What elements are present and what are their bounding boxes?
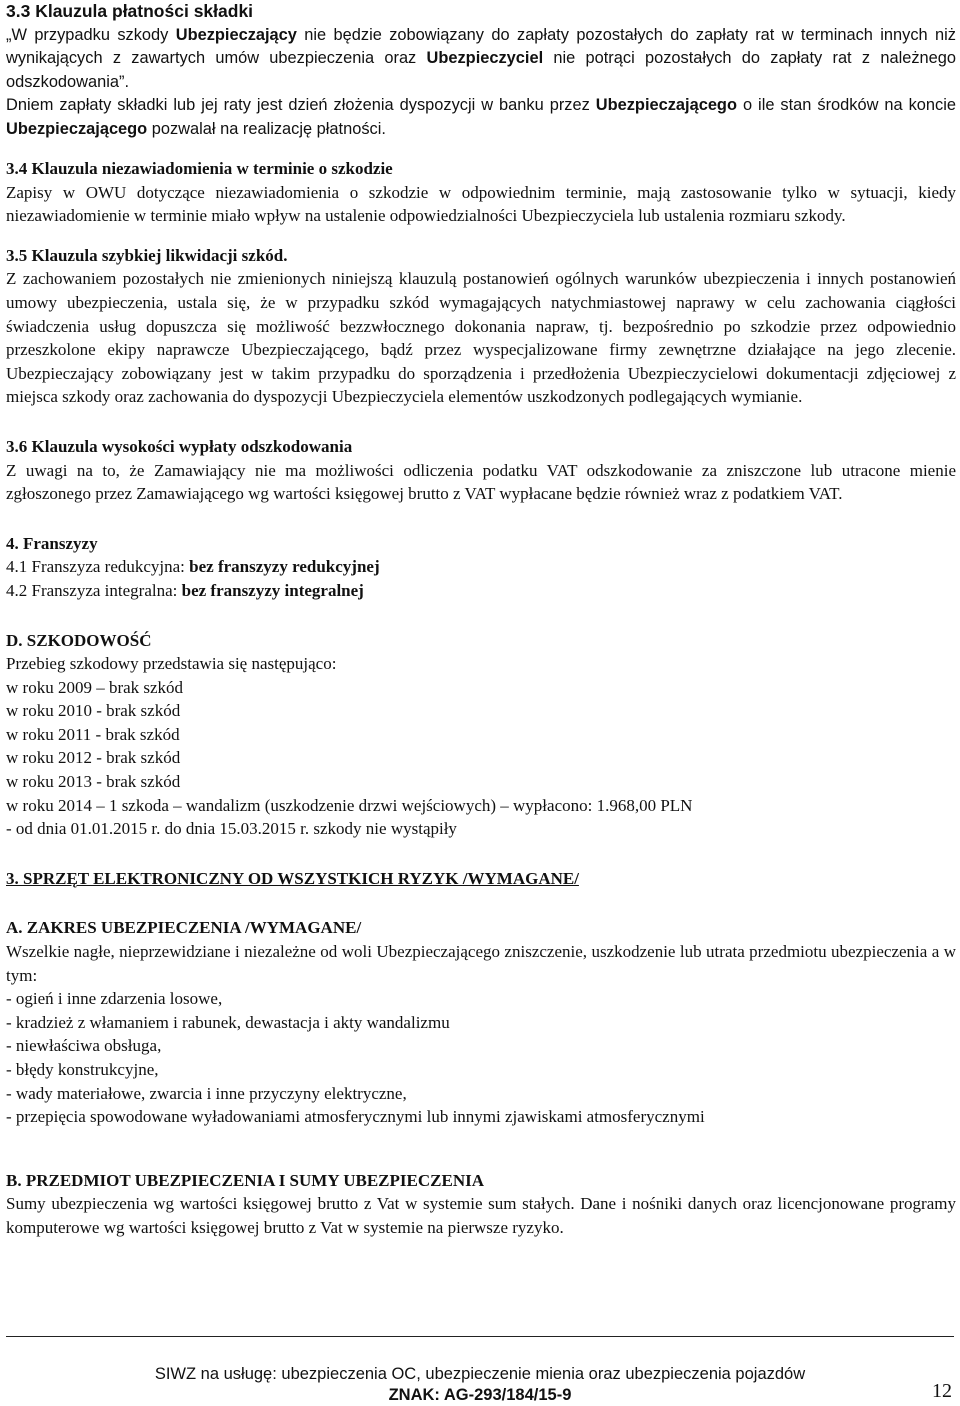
franszyza-integralna-label: 4.2 Franszyza integralna: (6, 580, 182, 600)
footer-divider (6, 1336, 954, 1337)
list-item: - od dnia 01.01.2015 r. do dnia 15.03.2015 r. szkody nie wystąpiły (6, 819, 457, 839)
franszyza-redukcyjna-label: 4.1 Franszyza redukcyjna: (6, 557, 190, 577)
section-3-electronics-title: 3. SPRZĘT ELEKTRONICZNY OD WSZYSTKICH RYZYK /WYMAGANE/ (6, 868, 579, 888)
p2-seg-3: Ubezpieczającego (6, 119, 148, 138)
franszyza-redukcyjna-value: bez franszyzy redukcyjnej (189, 557, 380, 577)
section-4-title: 4. Franszyzy (6, 533, 98, 553)
list-item: - niewłaściwa obsługa, (6, 1036, 162, 1056)
section-3-6-text: Z uwagi na to, że Zamawiający nie ma możliwości odliczenia podatku VAT odszkodowanie za zniszczone lub utracone mienie zgłoszonego przez Zamawiającego wg wartości księgowej brutto z VAT wypłacane będzie również wraz z podatkiem VAT. (6, 460, 956, 504)
section-d-intro: Przebieg szkodowy przedstawia się następująco: (6, 654, 337, 674)
page-footer (0, 1364, 960, 1406)
section-3-6-title: 3.6 Klauzula wysokości wypłaty odszkodowania (6, 436, 353, 456)
p2-seg-2: o ile stan środków na koncie (736, 96, 956, 114)
claims-history-list (6, 676, 956, 841)
list-item: w roku 2010 - brak szkód (6, 701, 181, 721)
section-b-title: B. PRZEDMIOT UBEZPIECZENIA I SUMY UBEZPIECZENIA (6, 1170, 484, 1190)
section-3-3-title: 3.3 Klauzula płatności składki (6, 1, 254, 21)
p1-seg-3: Ubezpieczyciel (426, 49, 544, 67)
list-item: - błędy konstrukcyjne, (6, 1060, 159, 1079)
franszyza-redukcyjna (6, 555, 956, 579)
franszyza-integralna-value: bez franszyzy integralnej (181, 580, 364, 600)
document-page (6, 0, 956, 1240)
franszyza-integralna (6, 579, 956, 603)
list-item: w roku 2014 – 1 szkoda – wandalizm (uszkodzenie drzwi wejściowych) – wypłacono: 1.968,00 PLN (6, 795, 693, 815)
section-3-4-title: 3.4 Klauzula niezawiadomienia w terminie o szkodzie (6, 159, 393, 178)
section-3-5-text: Z zachowaniem pozostałych nie zmienionych niniejszą klauzulą postanowień ogólnych warunków ubezpieczenia i innych postanowień umowy ubezpieczenia, ustala się, że w przypadku szkód wymagających natychmiastowej naprawy w celu zachowania ciągłości świadczenia usług dopuszcza się możliwość bezzwłocznego dokonania napraw, tj. bezpośrednio po szkodzie przez odpowiednio przeszkolone ekipy naprawcze Ubezpieczającego, bądź przez wyspecjalizowane firmy zewnętrzne działające na jego zlecenie. Ubezpieczający zobowiązany jest w takim przypadku do sporządzenia i przedłożenia Ubezpieczycielowi dokumentacji zdjęciowej z miejsca szkody oraz zachowania do dyspozycji Ubezpieczyciela elementów uszkodzonych podlegających wymianie. (6, 269, 956, 407)
section-3-3-paragraph-1 (6, 24, 956, 95)
section-a-intro: Wszelkie nagłe, nieprzewidziane i niezależne od woli Ubezpieczającego zniszczenie, uszkodzenie lub utrata przedmiotu ubezpieczenia a w tym: (6, 942, 956, 985)
section-3-3-paragraph-2 (6, 94, 956, 141)
list-item: w roku 2009 – brak szkód (6, 677, 184, 697)
footer-title: SIWZ na usługę: ubezpieczenia OC, ubezpieczenie mienia oraz ubezpieczenia pojazdów (154, 1365, 806, 1383)
p1-seg-0: „W przypadku szkody (6, 25, 176, 44)
section-3-4-text: Zapisy w OWU dotyczące niezawiadomienia o szkodzie w odpowiednim terminie, mają zastosowanie tylko w sytuacji, kiedy niezawiadomienie w terminie miało wpływ na ustalenie odpowiedzialności Ubezpieczyciela lub ustalenia rozmiaru szkody. (6, 182, 956, 226)
list-item: - ogień i inne zdarzenia losowe, (6, 989, 223, 1009)
footer-reference: ZNAK: AG-293/184/15-9 (388, 1386, 572, 1404)
p2-seg-0: Dniem zapłaty składki lub jej raty jest dzień złożenia dyspozycji w banku przez (6, 96, 596, 114)
p1-seg-4: nie potrąci pozostałych do zapłaty rat z należnego odszkodowania”. (6, 49, 956, 91)
p1-seg-2: nie będzie zobowiązany do zapłaty pozostałych do zapłaty rat w terminach innych niż wynikających z zawartych umów ubezpieczenia oraz (6, 25, 956, 67)
p1-seg-1: Ubezpieczający (175, 25, 297, 44)
section-b-text: Sumy ubezpieczenia wg wartości księgowej brutto z Vat w systemie sum stałych. Dane i nośniki danych oraz licencjonowane programy komputerowe wg wartości księgowej brutto z Vat w systemie na pierwsze ryzyko. (6, 1194, 956, 1237)
list-item: - wady materiałowe, zwarcia i inne przyczyny elektryczne, (6, 1083, 407, 1103)
section-d-title: D. SZKODOWOŚĆ (6, 630, 152, 650)
list-item: - przepięcia spowodowane wyładowaniami atmosferycznymi lub innymi zjawiskami atmosferycznymi (6, 1107, 705, 1127)
p2-seg-4: pozwalał na realizację płatności. (147, 119, 386, 138)
coverage-risks-list (6, 987, 956, 1129)
list-item: w roku 2011 - brak szkód (6, 724, 180, 744)
list-item: w roku 2012 - brak szkód (6, 748, 181, 768)
list-item: w roku 2013 - brak szkód (6, 772, 181, 792)
page-number: 12 (932, 1380, 952, 1402)
list-item: - kradzież z włamaniem i rabunek, dewastacja i akty wandalizmu (6, 1012, 450, 1032)
section-3-5-title: 3.5 Klauzula szybkiej likwidacji szkód. (6, 245, 288, 265)
section-a-title: A. ZAKRES UBEZPIECZENIA /WYMAGANE/ (6, 918, 362, 938)
p2-seg-1: Ubezpieczającego (595, 96, 737, 114)
